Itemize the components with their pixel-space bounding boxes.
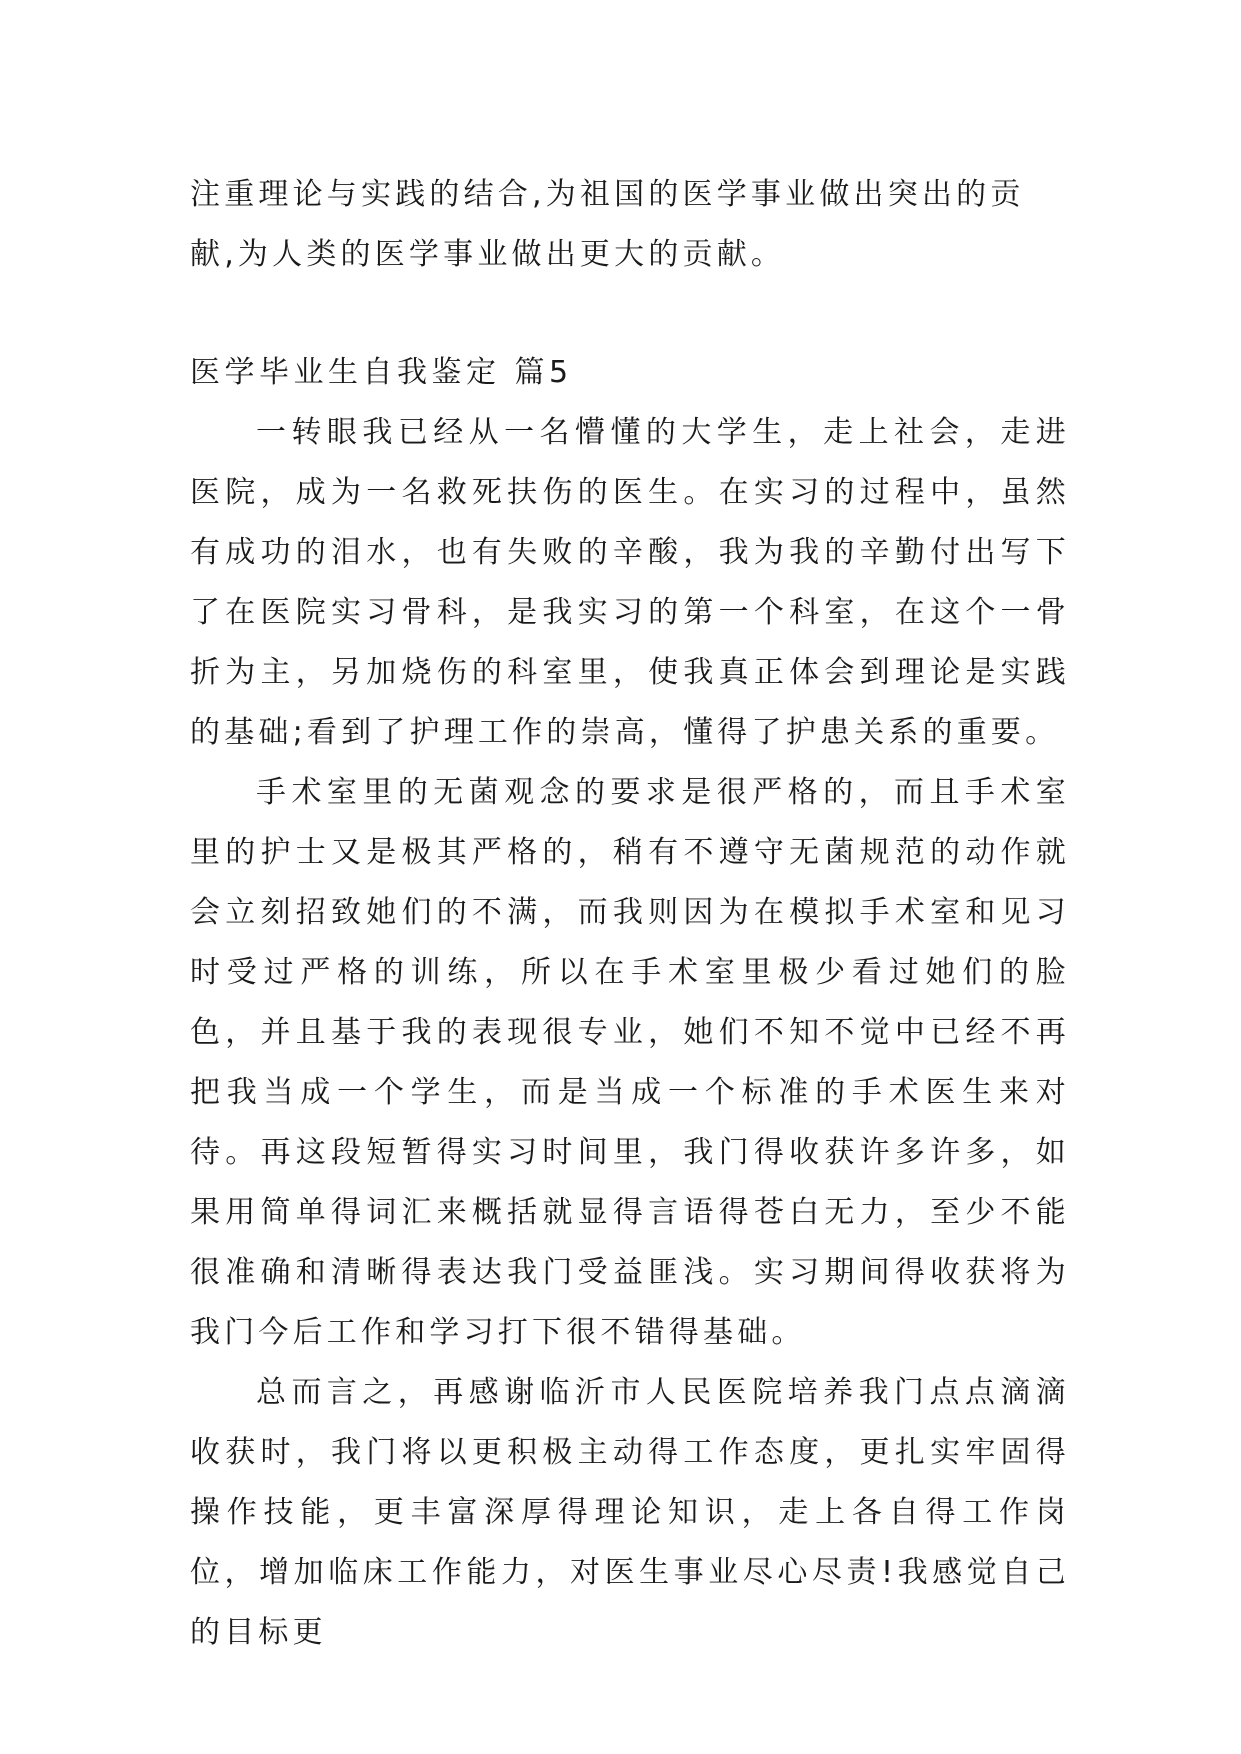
intro-paragraph: 注重理论与实践的结合,为祖国的医学事业做出突出的贡献,为人类的医学事业做出更大的贡献。 xyxy=(190,177,1025,272)
body-paragraph-1: 一转眼我已经从一名懵懂的大学生，走上社会，走进医院，成为一名救死扶伤的医生。在实习的过程中，虽然有成功的泪水，也有失败的辛酸，我为我的辛勤付出写下了在医院实习骨科，是我实习的第一个科室，在这个一骨折为主，另加烧伤的科室里，使我真正体会到理论是实践的基础;看到了护理工作的崇高，懂得了护患关系的重要。 xyxy=(190,415,1070,750)
document-body xyxy=(190,165,1070,1663)
body-paragraph-3: 总而言之，再感谢临沂市人民医院培养我门点点滴滴收获时，我门将以更积极主动得工作态度，更扎实牢固得操作技能，更丰富深厚得理论知识，走上各自得工作岗位，增加临床工作能力，对医生事业尽心尽责!我感觉自己的目标更 xyxy=(190,1375,1070,1650)
section-title: 医学毕业生自我鉴定 篇5 xyxy=(190,355,573,390)
body-paragraph-2: 手术室里的无菌观念的要求是很严格的，而且手术室里的护士又是极其严格的，稍有不遵守无菌规范的动作就会立刻招致她们的不满，而我则因为在模拟手术室和见习时受过严格的训练，所以在手术室里极少看过她们的脸色，并且基于我的表现很专业，她们不知不觉中已经不再把我当成一个学生，而是当成一个标准的手术医生来对待。再这段短暂得实习时间里，我门得收获许多许多，如果用简单得词汇来概括就显得言语得苍白无力，至少不能很准确和清晰得表达我门受益匪浅。实习期间得收获将为我门今后工作和学习打下很不错得基础。 xyxy=(190,775,1070,1350)
